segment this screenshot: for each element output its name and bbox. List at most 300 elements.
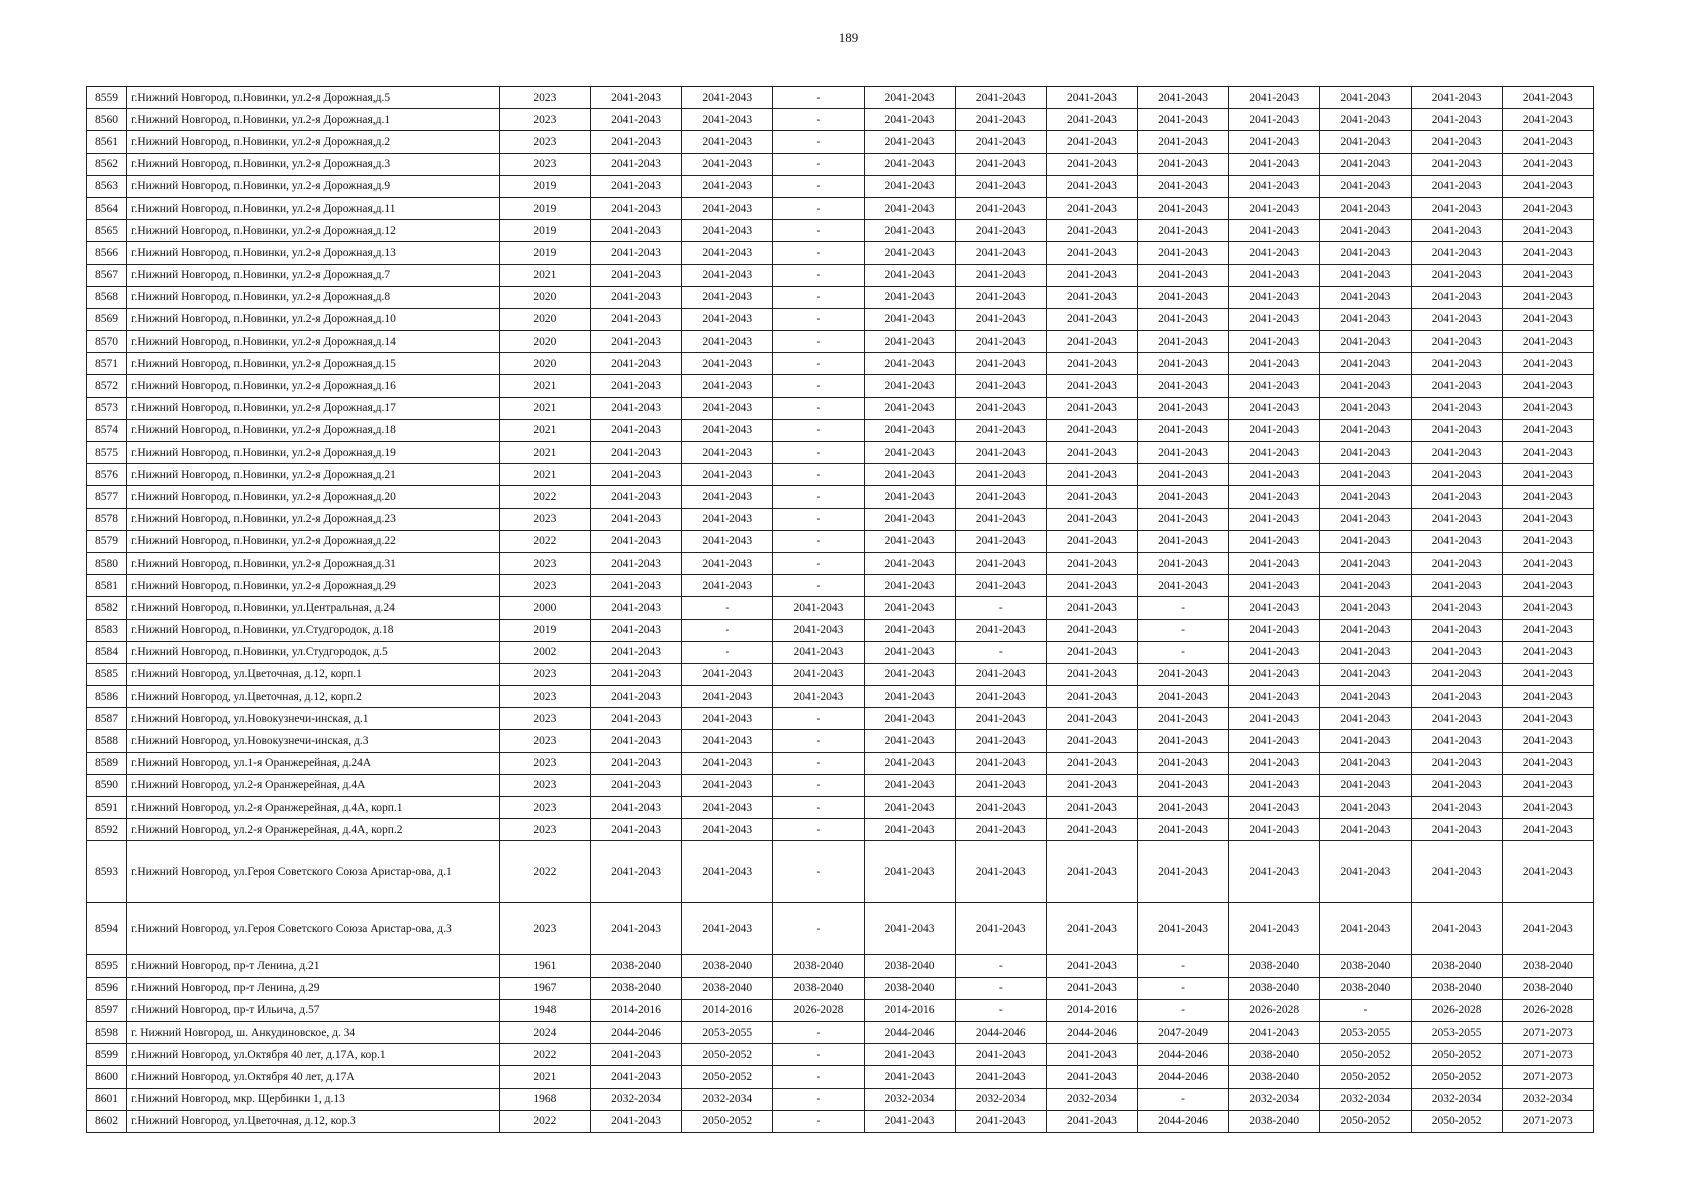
period-cell: -	[1138, 955, 1229, 977]
period-cell: 2041-2043	[590, 686, 681, 708]
row-number-cell: 8592	[87, 819, 127, 841]
period-cell: 2041-2043	[864, 774, 955, 796]
period-cell: -	[1138, 999, 1229, 1021]
period-cell: 2041-2043	[1046, 730, 1137, 752]
period-cell: 2041-2043	[590, 508, 681, 530]
period-cell: 2041-2043	[1229, 331, 1320, 353]
year-cell: 2020	[499, 331, 590, 353]
period-cell: 2071-2073	[1502, 1110, 1593, 1132]
period-cell: 2041-2043	[590, 1110, 681, 1132]
period-cell: -	[773, 1044, 864, 1066]
year-cell: 2023	[499, 153, 590, 175]
period-cell: 2041-2043	[1502, 242, 1593, 264]
period-cell: 2041-2043	[1320, 353, 1411, 375]
year-cell: 2000	[499, 597, 590, 619]
table-row	[87, 375, 1594, 397]
table-row	[87, 797, 1594, 819]
period-cell: -	[773, 752, 864, 774]
address-cell: г.Нижний Новгород, ул.2-я Оранжерейная, д.4А, корп.2	[127, 819, 500, 841]
period-cell: 2044-2046	[955, 1021, 1046, 1043]
year-cell: 2019	[499, 197, 590, 219]
period-cell: 2041-2043	[1138, 220, 1229, 242]
period-cell: 2041-2043	[1320, 708, 1411, 730]
period-cell: 2041-2043	[682, 264, 773, 286]
period-cell: 2050-2052	[1320, 1110, 1411, 1132]
period-cell: 2041-2043	[1046, 331, 1137, 353]
row-number-cell: 8574	[87, 419, 127, 441]
period-cell: -	[773, 109, 864, 131]
period-cell: 2041-2043	[682, 575, 773, 597]
period-cell: 2041-2043	[864, 419, 955, 441]
period-cell: 2041-2043	[864, 819, 955, 841]
row-number-cell: 8585	[87, 663, 127, 685]
period-cell: 2041-2043	[1229, 841, 1320, 903]
period-cell: 2041-2043	[1502, 552, 1593, 574]
row-number-cell: 8565	[87, 220, 127, 242]
year-cell: 1967	[499, 977, 590, 999]
table-row	[87, 486, 1594, 508]
row-number-cell: 8572	[87, 375, 127, 397]
period-cell: 2014-2016	[682, 999, 773, 1021]
period-cell: 2047-2049	[1138, 1021, 1229, 1043]
table-row	[87, 442, 1594, 464]
period-cell: 2041-2043	[955, 774, 1046, 796]
address-cell: г.Нижний Новгород, п.Новинки, ул.2-я Дорожная,д.20	[127, 486, 500, 508]
period-cell: 2038-2040	[682, 955, 773, 977]
period-cell: 2041-2043	[1229, 903, 1320, 955]
period-cell: 2041-2043	[1229, 197, 1320, 219]
period-cell: 2041-2043	[955, 109, 1046, 131]
year-cell: 2023	[499, 903, 590, 955]
period-cell: 2041-2043	[590, 575, 681, 597]
period-cell: 2041-2043	[1229, 819, 1320, 841]
row-number-cell: 8599	[87, 1044, 127, 1066]
period-cell: -	[773, 175, 864, 197]
period-cell: 2041-2043	[1138, 197, 1229, 219]
period-cell: 2041-2043	[1411, 486, 1502, 508]
period-cell: 2041-2043	[1411, 131, 1502, 153]
period-cell: 2041-2043	[1320, 575, 1411, 597]
period-cell: 2041-2043	[1229, 686, 1320, 708]
period-cell: 2041-2043	[1229, 508, 1320, 530]
year-cell: 2021	[499, 397, 590, 419]
period-cell: 2041-2043	[955, 331, 1046, 353]
period-cell: 2041-2043	[1229, 419, 1320, 441]
period-cell: 2041-2043	[1502, 708, 1593, 730]
period-cell: 2041-2043	[682, 242, 773, 264]
period-cell: 2041-2043	[1138, 175, 1229, 197]
period-cell: 2041-2043	[1229, 486, 1320, 508]
table-row	[87, 220, 1594, 242]
period-cell: 2041-2043	[1138, 686, 1229, 708]
period-cell: 2041-2043	[1138, 153, 1229, 175]
period-cell: 2041-2043	[955, 175, 1046, 197]
period-cell: 2041-2043	[955, 1066, 1046, 1088]
year-cell: 2023	[499, 508, 590, 530]
period-cell: 2041-2043	[1046, 153, 1137, 175]
period-cell: 2041-2043	[864, 663, 955, 685]
period-cell: 2041-2043	[1411, 730, 1502, 752]
period-cell: 2041-2043	[1046, 752, 1137, 774]
period-cell: 2041-2043	[1411, 375, 1502, 397]
period-cell: 2041-2043	[1320, 175, 1411, 197]
period-cell: -	[773, 797, 864, 819]
period-cell: -	[773, 730, 864, 752]
period-cell: 2041-2043	[1138, 486, 1229, 508]
period-cell: 2041-2043	[1320, 686, 1411, 708]
period-cell: -	[773, 87, 864, 109]
period-cell: -	[773, 286, 864, 308]
table-row	[87, 331, 1594, 353]
row-number-cell: 8596	[87, 977, 127, 999]
year-cell: 2023	[499, 730, 590, 752]
period-cell: 2041-2043	[1046, 109, 1137, 131]
period-cell: 2041-2043	[955, 286, 1046, 308]
period-cell: 2071-2073	[1502, 1021, 1593, 1043]
year-cell: 2023	[499, 819, 590, 841]
period-cell: 2041-2043	[1046, 242, 1137, 264]
table-row	[87, 619, 1594, 641]
period-cell: 2041-2043	[864, 220, 955, 242]
period-cell: -	[773, 1021, 864, 1043]
period-cell: 2041-2043	[590, 286, 681, 308]
row-number-cell: 8597	[87, 999, 127, 1021]
period-cell: -	[773, 841, 864, 903]
row-number-cell: 8583	[87, 619, 127, 641]
address-cell: г.Нижний Новгород, п.Новинки, ул.2-я Дорожная,д.21	[127, 464, 500, 486]
period-cell: 2041-2043	[1229, 109, 1320, 131]
period-cell: 2041-2043	[1320, 264, 1411, 286]
period-cell: -	[773, 1088, 864, 1110]
year-cell: 2022	[499, 486, 590, 508]
period-cell: 2041-2043	[1320, 774, 1411, 796]
period-cell: -	[1138, 641, 1229, 663]
period-cell: 2041-2043	[1502, 220, 1593, 242]
period-cell: 2041-2043	[864, 109, 955, 131]
period-cell: 2041-2043	[1502, 752, 1593, 774]
period-cell: 2041-2043	[1411, 242, 1502, 264]
period-cell: 2041-2043	[1320, 464, 1411, 486]
period-cell: 2041-2043	[590, 752, 681, 774]
page-number: 189	[838, 30, 859, 45]
period-cell: 2041-2043	[1138, 797, 1229, 819]
period-cell: 2041-2043	[1046, 575, 1137, 597]
period-cell: -	[955, 977, 1046, 999]
address-cell: г.Нижний Новгород, п.Новинки, ул.2-я Дорожная,д.13	[127, 242, 500, 264]
period-cell: -	[955, 955, 1046, 977]
period-cell: 2041-2043	[864, 131, 955, 153]
table-row	[87, 641, 1594, 663]
period-cell: 2071-2073	[1502, 1044, 1593, 1066]
year-cell: 2021	[499, 264, 590, 286]
period-cell: 2041-2043	[864, 175, 955, 197]
period-cell: 2041-2043	[590, 552, 681, 574]
period-cell: -	[773, 1066, 864, 1088]
period-cell: 2041-2043	[864, 486, 955, 508]
period-cell: -	[773, 220, 864, 242]
period-cell: 2041-2043	[1502, 730, 1593, 752]
row-number-cell: 8570	[87, 331, 127, 353]
year-cell: 2023	[499, 575, 590, 597]
period-cell: 2041-2043	[1502, 286, 1593, 308]
address-cell: г.Нижний Новгород, п.Новинки, ул.2-я Дорожная,д.3	[127, 153, 500, 175]
period-cell: 2041-2043	[1046, 955, 1137, 977]
period-cell: 2041-2043	[1502, 397, 1593, 419]
row-number-cell: 8584	[87, 641, 127, 663]
year-cell: 2023	[499, 663, 590, 685]
year-cell: 2021	[499, 375, 590, 397]
period-cell: 2041-2043	[955, 1110, 1046, 1132]
address-cell: г.Нижний Новгород, пр-т Ильича, д.57	[127, 999, 500, 1021]
period-cell: -	[773, 308, 864, 330]
period-cell: 2041-2043	[864, 841, 955, 903]
table-row	[87, 530, 1594, 552]
period-cell: 2041-2043	[1138, 752, 1229, 774]
row-number-cell: 8594	[87, 903, 127, 955]
year-cell: 2023	[499, 131, 590, 153]
period-cell: 2041-2043	[1046, 286, 1137, 308]
period-cell: 2041-2043	[864, 1044, 955, 1066]
address-cell: г.Нижний Новгород, п.Новинки, ул.2-я Дорожная,д.7	[127, 264, 500, 286]
period-cell: 2041-2043	[1320, 797, 1411, 819]
period-cell: 2041-2043	[590, 797, 681, 819]
address-cell: г.Нижний Новгород, ул.Героя Советского Союза Аристар-ова, д.1	[127, 841, 500, 903]
period-cell: 2041-2043	[955, 353, 1046, 375]
address-cell: г.Нижний Новгород, п.Новинки, ул.2-я Дорожная,д.1	[127, 109, 500, 131]
period-cell: 2041-2043	[864, 508, 955, 530]
period-cell: 2041-2043	[1320, 109, 1411, 131]
year-cell: 2019	[499, 220, 590, 242]
period-cell: 2041-2043	[1138, 663, 1229, 685]
row-number-cell: 8593	[87, 841, 127, 903]
address-cell: г.Нижний Новгород, ул.Цветочная, д.12, корп.2	[127, 686, 500, 708]
row-number-cell: 8595	[87, 955, 127, 977]
period-cell: 2041-2043	[864, 530, 955, 552]
period-cell: -	[773, 331, 864, 353]
period-cell: 2041-2043	[590, 375, 681, 397]
period-cell: 2041-2043	[1411, 442, 1502, 464]
period-cell: -	[773, 708, 864, 730]
address-cell: г.Нижний Новгород, ул.Героя Советского Союза Аристар-ова, д.3	[127, 903, 500, 955]
period-cell: 2041-2043	[1502, 486, 1593, 508]
row-number-cell: 8560	[87, 109, 127, 131]
period-cell: 2041-2043	[590, 153, 681, 175]
period-cell: 2041-2043	[1320, 663, 1411, 685]
row-number-cell: 8580	[87, 552, 127, 574]
period-cell: 2041-2043	[1046, 1044, 1137, 1066]
period-cell: -	[773, 552, 864, 574]
table-row	[87, 752, 1594, 774]
period-cell: 2041-2043	[1320, 375, 1411, 397]
period-cell: 2050-2052	[1320, 1066, 1411, 1088]
period-cell: 2041-2043	[1411, 508, 1502, 530]
period-cell: 2041-2043	[1502, 153, 1593, 175]
period-cell: 2041-2043	[1502, 797, 1593, 819]
table-row	[87, 464, 1594, 486]
period-cell: 2026-2028	[1411, 999, 1502, 1021]
period-cell: -	[1138, 597, 1229, 619]
year-cell: 2021	[499, 419, 590, 441]
period-cell: 2041-2043	[682, 87, 773, 109]
year-cell: 1948	[499, 999, 590, 1021]
year-cell: 1961	[499, 955, 590, 977]
period-cell: 2041-2043	[1046, 977, 1137, 999]
period-cell: 2041-2043	[1138, 375, 1229, 397]
period-cell: 2041-2043	[1046, 663, 1137, 685]
period-cell: 2041-2043	[1046, 131, 1137, 153]
period-cell: 2038-2040	[1229, 955, 1320, 977]
address-cell: г.Нижний Новгород, п.Новинки, ул.Студгородок, д.5	[127, 641, 500, 663]
period-cell: 2041-2043	[1320, 131, 1411, 153]
row-number-cell: 8586	[87, 686, 127, 708]
period-cell: 2041-2043	[1411, 197, 1502, 219]
row-number-cell: 8602	[87, 1110, 127, 1132]
period-cell: 2041-2043	[682, 153, 773, 175]
period-cell: 2044-2046	[590, 1021, 681, 1043]
period-cell: 2041-2043	[682, 752, 773, 774]
address-cell: г.Нижний Новгород, ул.2-я Оранжерейная, д.4А, корп.1	[127, 797, 500, 819]
period-cell: -	[773, 819, 864, 841]
period-cell: 2041-2043	[1046, 552, 1137, 574]
period-cell: 2038-2040	[1229, 1066, 1320, 1088]
period-cell: 2041-2043	[1229, 641, 1320, 663]
period-cell: 2041-2043	[1411, 308, 1502, 330]
period-cell: 2038-2040	[590, 977, 681, 999]
period-cell: 2041-2043	[1046, 1066, 1137, 1088]
period-cell: 2041-2043	[590, 903, 681, 955]
table-row	[87, 87, 1594, 109]
period-cell: 2041-2043	[590, 220, 681, 242]
year-cell: 2022	[499, 1110, 590, 1132]
period-cell: 2041-2043	[1320, 552, 1411, 574]
period-cell: 2041-2043	[1320, 197, 1411, 219]
period-cell: 2041-2043	[1502, 464, 1593, 486]
period-cell: -	[773, 464, 864, 486]
period-cell: 2041-2043	[1502, 575, 1593, 597]
period-cell: 2041-2043	[955, 87, 1046, 109]
year-cell: 2021	[499, 1066, 590, 1088]
period-cell: 2044-2046	[1138, 1110, 1229, 1132]
period-cell: 2041-2043	[955, 619, 1046, 641]
period-cell: 2041-2043	[682, 331, 773, 353]
row-number-cell: 8589	[87, 752, 127, 774]
period-cell: 2041-2043	[1138, 397, 1229, 419]
table-row	[87, 774, 1594, 796]
period-cell: 2041-2043	[1320, 619, 1411, 641]
row-number-cell: 8576	[87, 464, 127, 486]
period-cell: 2050-2052	[682, 1110, 773, 1132]
address-cell: г.Нижний Новгород, п.Новинки, ул.2-я Дорожная,д.11	[127, 197, 500, 219]
period-cell: 2041-2043	[1138, 331, 1229, 353]
period-cell: 2050-2052	[1411, 1066, 1502, 1088]
period-cell: 2041-2043	[773, 597, 864, 619]
row-number-cell: 8578	[87, 508, 127, 530]
period-cell: 2041-2043	[1046, 442, 1137, 464]
period-cell: 2041-2043	[682, 131, 773, 153]
year-cell: 2020	[499, 308, 590, 330]
period-cell: 2041-2043	[1138, 730, 1229, 752]
period-cell: 2041-2043	[590, 841, 681, 903]
period-cell: 2041-2043	[864, 708, 955, 730]
period-cell: 2032-2034	[590, 1088, 681, 1110]
period-cell: 2041-2043	[1138, 508, 1229, 530]
address-cell: г.Нижний Новгород, п.Новинки, ул.2-я Дорожная,д.17	[127, 397, 500, 419]
year-cell: 2023	[499, 774, 590, 796]
period-cell: 2038-2040	[1502, 977, 1593, 999]
period-cell: 2032-2034	[1229, 1088, 1320, 1110]
period-cell: 2041-2043	[864, 353, 955, 375]
address-cell: г.Нижний Новгород, мкр. Щербинки 1, д.13	[127, 1088, 500, 1110]
period-cell: 2041-2043	[864, 797, 955, 819]
period-cell: 2032-2034	[1411, 1088, 1502, 1110]
period-cell: 2041-2043	[955, 1044, 1046, 1066]
period-cell: 2041-2043	[590, 597, 681, 619]
year-cell: 2021	[499, 442, 590, 464]
table-row	[87, 197, 1594, 219]
table-row	[87, 353, 1594, 375]
year-cell: 2002	[499, 641, 590, 663]
period-cell: 2041-2043	[955, 464, 1046, 486]
address-cell: г.Нижний Новгород, ул.2-я Оранжерейная, д.4А	[127, 774, 500, 796]
period-cell: 2041-2043	[590, 131, 681, 153]
row-number-cell: 8577	[87, 486, 127, 508]
period-cell: 2041-2043	[1138, 819, 1229, 841]
period-cell: 2050-2052	[682, 1066, 773, 1088]
period-cell: 2041-2043	[1046, 903, 1137, 955]
period-cell: 2041-2043	[1320, 397, 1411, 419]
period-cell: 2038-2040	[1229, 977, 1320, 999]
period-cell: 2041-2043	[590, 197, 681, 219]
period-cell: 2041-2043	[1320, 508, 1411, 530]
period-cell: 2041-2043	[1411, 686, 1502, 708]
period-cell: 2041-2043	[1411, 819, 1502, 841]
period-cell: -	[773, 264, 864, 286]
row-number-cell: 8582	[87, 597, 127, 619]
table-row	[87, 419, 1594, 441]
period-cell: 2041-2043	[955, 131, 1046, 153]
address-cell: г.Нижний Новгород, пр-т Ленина, д.21	[127, 955, 500, 977]
table-row	[87, 1110, 1594, 1132]
period-cell: 2041-2043	[864, 597, 955, 619]
period-cell: 2041-2043	[1320, 220, 1411, 242]
period-cell: 2041-2043	[1138, 353, 1229, 375]
period-cell: 2044-2046	[1046, 1021, 1137, 1043]
period-cell: 2041-2043	[590, 530, 681, 552]
period-cell: 2041-2043	[1502, 419, 1593, 441]
period-cell: 2041-2043	[590, 242, 681, 264]
period-cell: 2041-2043	[590, 397, 681, 419]
period-cell: 2041-2043	[682, 841, 773, 903]
period-cell: 2041-2043	[1411, 774, 1502, 796]
period-cell: 2041-2043	[1320, 819, 1411, 841]
table-row	[87, 264, 1594, 286]
period-cell: 2041-2043	[1502, 819, 1593, 841]
period-cell: 2041-2043	[955, 486, 1046, 508]
table-row	[87, 1088, 1594, 1110]
period-cell: 2041-2043	[955, 530, 1046, 552]
address-cell: г.Нижний Новгород, п.Новинки, ул.2-я Дорожная,д.22	[127, 530, 500, 552]
year-cell: 2024	[499, 1021, 590, 1043]
period-cell: 2032-2034	[682, 1088, 773, 1110]
period-cell: 2041-2043	[955, 419, 1046, 441]
period-cell: 2041-2043	[1320, 903, 1411, 955]
address-cell: г.Нижний Новгород, п.Новинки, ул.2-я Дорожная,д.23	[127, 508, 500, 530]
period-cell: 2041-2043	[864, 242, 955, 264]
period-cell: 2041-2043	[864, 442, 955, 464]
period-cell: 2041-2043	[955, 153, 1046, 175]
period-cell: 2041-2043	[1411, 419, 1502, 441]
period-cell: 2041-2043	[1411, 286, 1502, 308]
